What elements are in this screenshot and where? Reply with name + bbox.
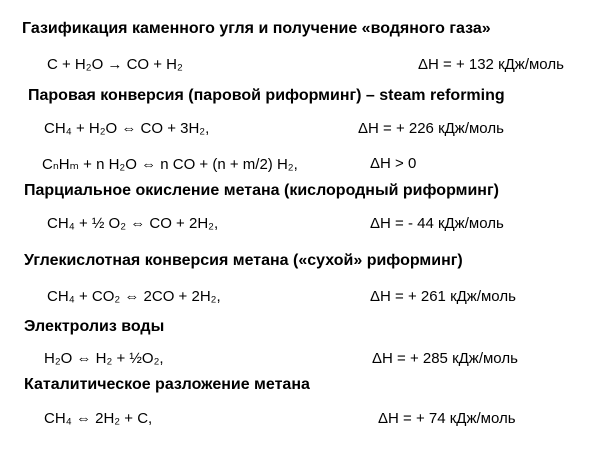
- equation-steam-reforming-methane: CH₄ + H₂O ⇔ CO + 3H₂,: [44, 120, 210, 137]
- equation-methane-decomposition: CH₄ ⇔ 2H₂ + C,: [44, 410, 153, 427]
- delta-h-water-electrolysis: ΔH = + 285 кДж/моль: [372, 350, 518, 367]
- heading-dry-reforming: Углекислотная конверсия метана («сухой» риформинг): [24, 252, 463, 269]
- heading-coal-gasification: Газификация каменного угля и получение «водяного газа»: [22, 20, 491, 37]
- delta-h-steam-reforming-hydrocarbons: ΔH > 0: [370, 155, 417, 172]
- delta-h-steam-reforming-methane: ΔH = + 226 кДж/моль: [358, 120, 504, 137]
- equation-steam-reforming-hydrocarbons: CₙHₘ + n H₂O ⇔ n CO + (n + m/2) H₂,: [42, 156, 298, 173]
- equation-water-electrolysis: H₂O ⇔ H₂ + ½O₂,: [44, 350, 164, 367]
- heading-partial-oxidation: Парциальное окисление метана (кислородный риформинг): [24, 182, 499, 199]
- heading-methane-decomposition: Каталитическое разложение метана: [24, 376, 310, 393]
- equation-coal-gasification: C + H₂O → CO + H₂: [47, 56, 183, 73]
- delta-h-dry-reforming: ΔH = + 261 кДж/моль: [370, 288, 516, 305]
- heading-water-electrolysis: Электролиз воды: [24, 318, 165, 335]
- delta-h-partial-oxidation: ΔH = - 44 кДж/моль: [370, 215, 504, 232]
- heading-steam-reforming: Паровая конверсия (паровой риформинг) – steam reforming: [28, 87, 505, 104]
- equation-dry-reforming: CH₄ + CO₂ ⇔ 2CO + 2H₂,: [47, 288, 221, 305]
- delta-h-methane-decomposition: ΔH = + 74 кДж/моль: [378, 410, 516, 427]
- equation-partial-oxidation: CH₄ + ½ O₂ ⇔ CO + 2H₂,: [47, 215, 219, 232]
- delta-h-coal-gasification: ΔH = + 132 кДж/моль: [418, 56, 564, 73]
